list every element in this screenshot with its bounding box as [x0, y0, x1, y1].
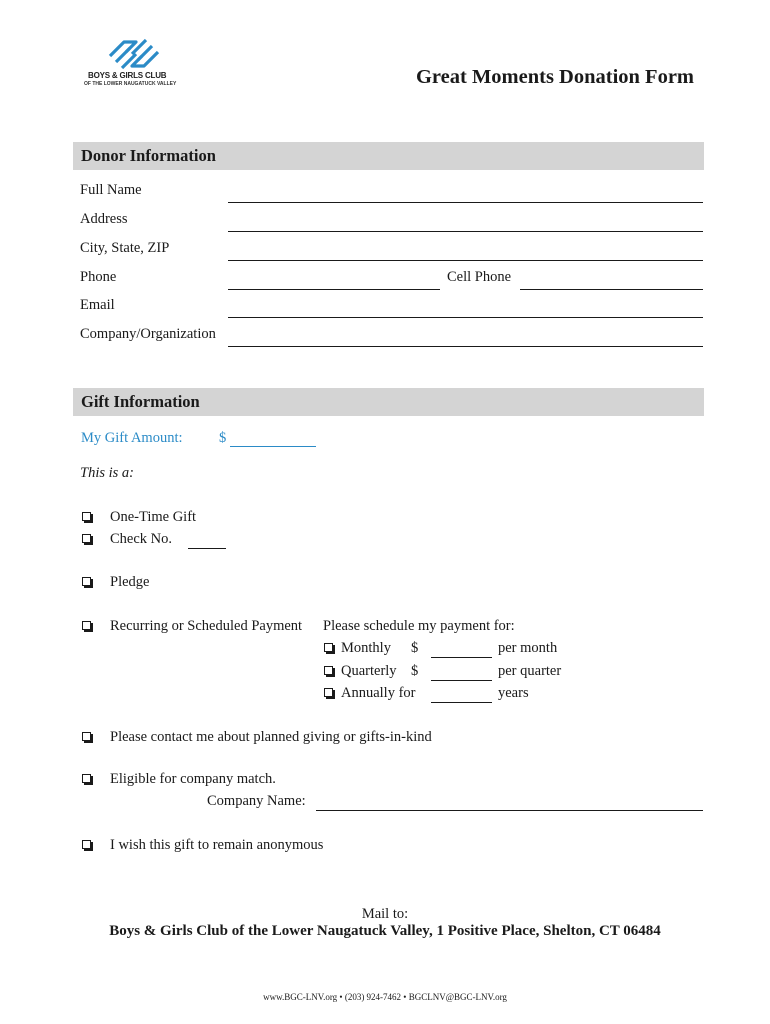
quarterly-currency: $ — [411, 663, 419, 679]
company-match-checkbox[interactable] — [82, 774, 91, 783]
recurring-checkbox[interactable] — [82, 621, 91, 630]
company-match-label: Eligible for company match. — [110, 771, 276, 787]
city-state-zip-label: City, State, ZIP — [80, 240, 170, 256]
monthly-checkbox[interactable] — [324, 643, 333, 652]
annually-label: Annually for — [341, 685, 416, 701]
monthly-suffix: per month — [498, 640, 558, 656]
recurring-label: Recurring or Scheduled Payment — [110, 618, 303, 634]
company-name-label: Company Name: — [207, 793, 306, 809]
address-field[interactable] — [228, 231, 703, 232]
logo-subtitle: OF THE LOWER NAUGATUCK VALLEY — [84, 81, 177, 87]
phone-field[interactable] — [228, 289, 440, 290]
monthly-amount-field[interactable] — [431, 657, 492, 658]
pledge-label: Pledge — [110, 574, 150, 590]
schedule-prompt: Please schedule my payment for: — [323, 618, 515, 634]
company-field[interactable] — [228, 346, 703, 347]
annually-checkbox[interactable] — [324, 688, 333, 697]
gift-type-prompt: This is a: — [80, 465, 134, 481]
cell-phone-label: Cell Phone — [447, 269, 512, 285]
full-name-label: Full Name — [80, 182, 142, 198]
monthly-currency: $ — [411, 640, 419, 656]
check-number-field[interactable] — [188, 548, 226, 549]
annually-suffix: years — [498, 685, 529, 701]
gift-amount-label: My Gift Amount: — [81, 430, 183, 446]
address-label: Address — [80, 211, 128, 227]
cell-phone-field[interactable] — [520, 289, 703, 290]
form-title: Great Moments Donation Form — [415, 66, 694, 88]
logo-name: BOYS & GIRLS CLUB — [88, 71, 167, 80]
email-field[interactable] — [228, 317, 703, 318]
footer-contact: www.BGC-LNV.org • (203) 924-7462 • BGCLNV@BGC-LNV.org — [263, 992, 507, 1002]
check-number-label: Check No. — [110, 531, 173, 547]
gift-section-title: Gift Information — [81, 392, 200, 411]
mail-to-label: Mail to: — [361, 906, 409, 922]
company-name-field[interactable] — [316, 810, 703, 811]
phone-label: Phone — [80, 269, 117, 285]
email-label: Email — [80, 297, 115, 313]
pledge-checkbox[interactable] — [82, 577, 91, 586]
quarterly-checkbox[interactable] — [324, 666, 333, 675]
check-checkbox[interactable] — [82, 534, 91, 543]
mailing-address: Boys & Girls Club of the Lower Naugatuck Valley, 1 Positive Place, Shelton, CT 06484 — [109, 923, 661, 939]
one-time-gift-checkbox[interactable] — [82, 512, 91, 521]
club-logo — [84, 38, 194, 90]
quarterly-suffix: per quarter — [498, 663, 562, 679]
quarterly-label: Quarterly — [341, 663, 397, 679]
city-state-zip-field[interactable] — [228, 260, 703, 261]
gift-section-header — [73, 388, 704, 416]
company-label: Company/Organization — [80, 326, 216, 342]
monthly-label: Monthly — [341, 640, 391, 656]
donor-section-title: Donor Information — [81, 146, 216, 165]
gift-amount-field[interactable] — [230, 446, 316, 447]
planned-giving-label: Please contact me about planned giving or gifts-in-kind — [110, 729, 432, 745]
full-name-field[interactable] — [228, 202, 703, 203]
anonymous-checkbox[interactable] — [82, 840, 91, 849]
quarterly-amount-field[interactable] — [431, 680, 492, 681]
annually-years-field[interactable] — [431, 702, 492, 703]
one-time-gift-label: One-Time Gift — [110, 509, 197, 525]
gift-amount-currency: $ — [219, 430, 227, 446]
hands-logo-icon — [106, 38, 162, 70]
anonymous-label: I wish this gift to remain anonymous — [110, 837, 324, 853]
planned-giving-checkbox[interactable] — [82, 732, 91, 741]
donor-section-header — [73, 142, 704, 170]
